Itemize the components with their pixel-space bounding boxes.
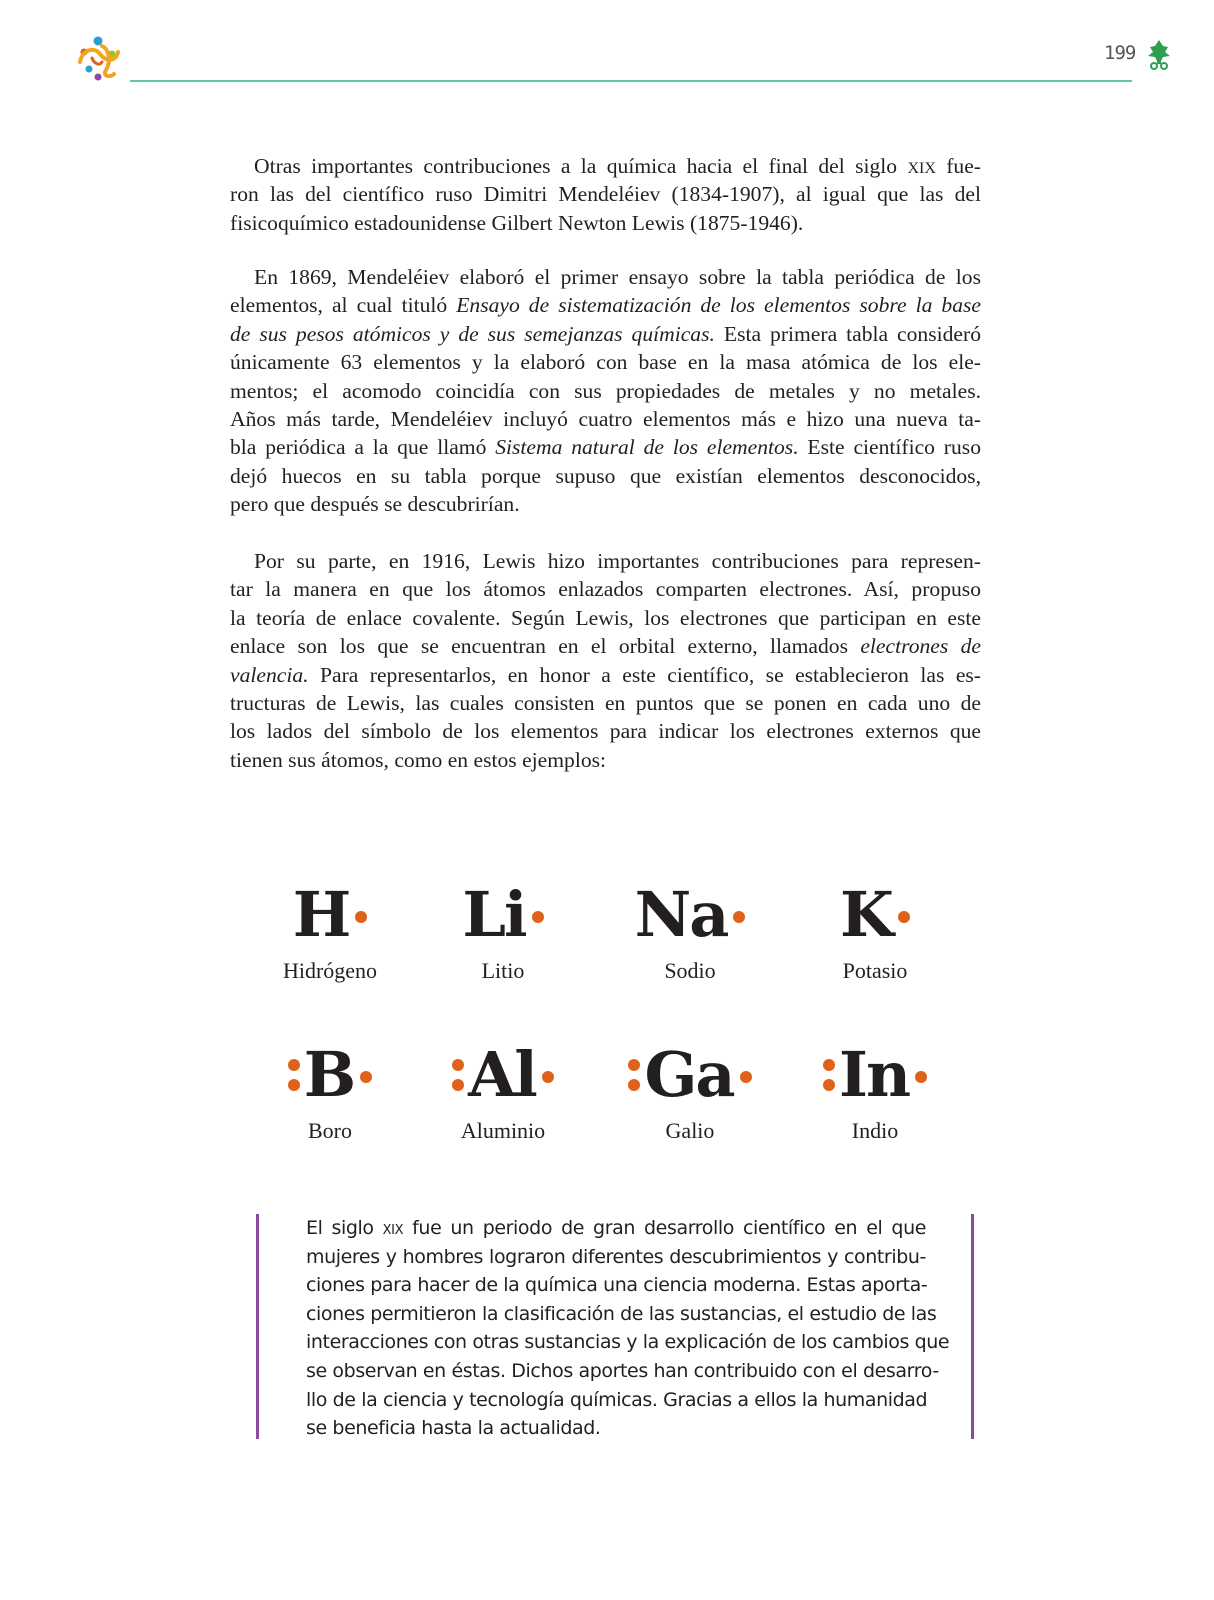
valence-electron-pair <box>288 1059 300 1091</box>
summary-note-text <box>306 1214 950 1443</box>
element-symbol: Na <box>634 878 728 951</box>
element-symbol: In <box>838 1038 910 1111</box>
text-line: tienen sus átomos, como en estos ejemplos: <box>230 747 607 772</box>
lewis-hydrogen <box>255 880 405 984</box>
lewis-boron <box>255 1040 405 1144</box>
note-border-left <box>256 1214 259 1439</box>
element-symbol: H <box>292 878 350 951</box>
text-line: tructuras de Lewis, las cuales consisten en puntos que se ponen en cada uno de <box>230 691 981 716</box>
element-symbol: Al <box>468 1038 536 1111</box>
lewis-aluminum <box>428 1040 578 1144</box>
text-line: de sus pesos atómicos y de sus semejanzas químicas. Esta primera tabla consideró <box>230 321 981 346</box>
valence-electron-dot <box>740 1071 752 1083</box>
lewis-sodium <box>615 880 765 984</box>
paragraph-2 <box>230 263 981 519</box>
valence-electron-dot <box>915 1071 927 1083</box>
text-line: llo de la ciencia y tecnología químicas. Gracias a ellos la humanidad <box>306 1388 928 1411</box>
text-line: Otras importantes contribuciones a la química hacia el final del siglo xix fue- <box>254 153 981 178</box>
element-symbol: Li <box>462 878 526 951</box>
valence-electron-dot <box>532 911 544 923</box>
text-line: los lados del símbolo de los elementos para indicar los electrones externos que <box>230 719 981 744</box>
valence-electron-dot <box>898 911 910 923</box>
text-line: mujeres y hombres lograron diferentes descubrimientos y contribu- <box>306 1245 926 1268</box>
note-border-right <box>971 1214 974 1439</box>
element-name: Galio <box>665 1118 715 1143</box>
text-line: se beneficia hasta la actualidad. <box>306 1417 601 1440</box>
valence-electron-dot <box>355 911 367 923</box>
book-title: Ensayo de sistematización de los elementos sobre la base <box>456 293 982 318</box>
text-line: bla periódica a la que llamó Sistema natural de los elementos. Este científico ruso <box>230 435 981 460</box>
text-line: ciones permitieron la clasificación de las sustancias, el estudio de las <box>306 1302 937 1325</box>
valence-electron-pair <box>823 1059 835 1091</box>
program-logo-icon <box>72 32 124 84</box>
element-name: Boro <box>308 1118 352 1143</box>
text-line: Por su parte, en 1916, Lewis hizo importantes contribuciones para represen- <box>254 549 981 573</box>
header-rule <box>130 80 1132 82</box>
text-line: únicamente 63 elementos y la elaboró con base en la masa atómica de los ele- <box>230 350 981 375</box>
valence-electron-pair <box>452 1059 464 1091</box>
element-name: Litio <box>481 958 525 983</box>
paragraph-3 <box>230 547 981 774</box>
text-line: elementos, al cual tituló Ensayo de sistematización de los elementos sobre la base <box>230 293 982 318</box>
text-line: El siglo xix fue un periodo de gran desarrollo científico en el que <box>306 1217 926 1239</box>
valence-electron-dot <box>360 1071 372 1083</box>
book-title: Sistema natural de los elementos. <box>495 435 799 460</box>
element-name: Sodio <box>664 958 716 983</box>
term-emphasis: electrones de <box>860 634 981 659</box>
element-symbol: K <box>840 878 892 951</box>
text-line: tar la manera en que los átomos enlazados comparten electrones. Así, propuso <box>230 577 981 602</box>
summary-note-box <box>256 1214 974 1439</box>
book-title: de sus pesos atómicos y de sus semejanzas químicas. <box>230 321 715 346</box>
text-line: pero que después se descubrirían. <box>230 492 520 517</box>
valence-electron-dot <box>542 1071 554 1083</box>
text-line: se observan en éstas. Dichos aportes han contribuido con el desarro- <box>306 1359 939 1382</box>
valence-electron-dot <box>733 911 745 923</box>
element-name: Aluminio <box>460 1118 546 1143</box>
lewis-structures-figure <box>255 880 965 1160</box>
text-line: la teoría de enlace covalente. Según Lewis, los electrones que participan en este <box>230 605 981 630</box>
text-line: valencia. Para representarlos, en honor a este científico, se establecieron las es- <box>230 662 981 687</box>
text-line: Años más tarde, Mendeléiev incluyó cuatro elementos más e hizo una nueva ta- <box>230 407 981 432</box>
element-symbol: B <box>303 1038 355 1111</box>
text-line: mentos; el acomodo coincidía con sus propiedades de metales y no metales. <box>230 378 981 403</box>
element-name: Potasio <box>842 958 908 983</box>
lewis-potassium <box>800 880 950 984</box>
text-line: ron las del científico ruso Dimitri Mendeléiev (1834-1907), al igual que las del <box>230 182 981 207</box>
text-line: ciones para hacer de la química una ciencia moderna. Estas aporta- <box>306 1274 928 1297</box>
element-name: Hidrógeno <box>282 958 378 983</box>
page-number: 199 <box>1104 42 1136 64</box>
element-symbol: Ga <box>644 1038 734 1111</box>
lewis-indium <box>800 1040 950 1144</box>
text-line: fisicoquímico estadounidense Gilbert Newton Lewis (1875-1946). <box>230 210 804 235</box>
text-line: dejó huecos en su tabla porque supuso que existían elementos desconocidos, <box>230 463 981 488</box>
text-line: En 1869, Mendeléiev elaboró el primer ensayo sobre la tabla periódica de los <box>254 265 981 289</box>
tree-ornament-icon <box>1146 38 1172 70</box>
text-line: enlace son los que se encuentran en el orbital externo, llamados electrones de <box>230 634 981 659</box>
valence-electron-pair <box>628 1059 640 1091</box>
paragraph-1 <box>230 152 981 237</box>
text-line: interacciones con otras sustancias y la explicación de los cambios que <box>306 1331 950 1354</box>
lewis-gallium <box>615 1040 765 1144</box>
lewis-lithium <box>428 880 578 984</box>
term-emphasis: valencia. <box>230 662 309 687</box>
element-name: Indio <box>851 1118 899 1143</box>
